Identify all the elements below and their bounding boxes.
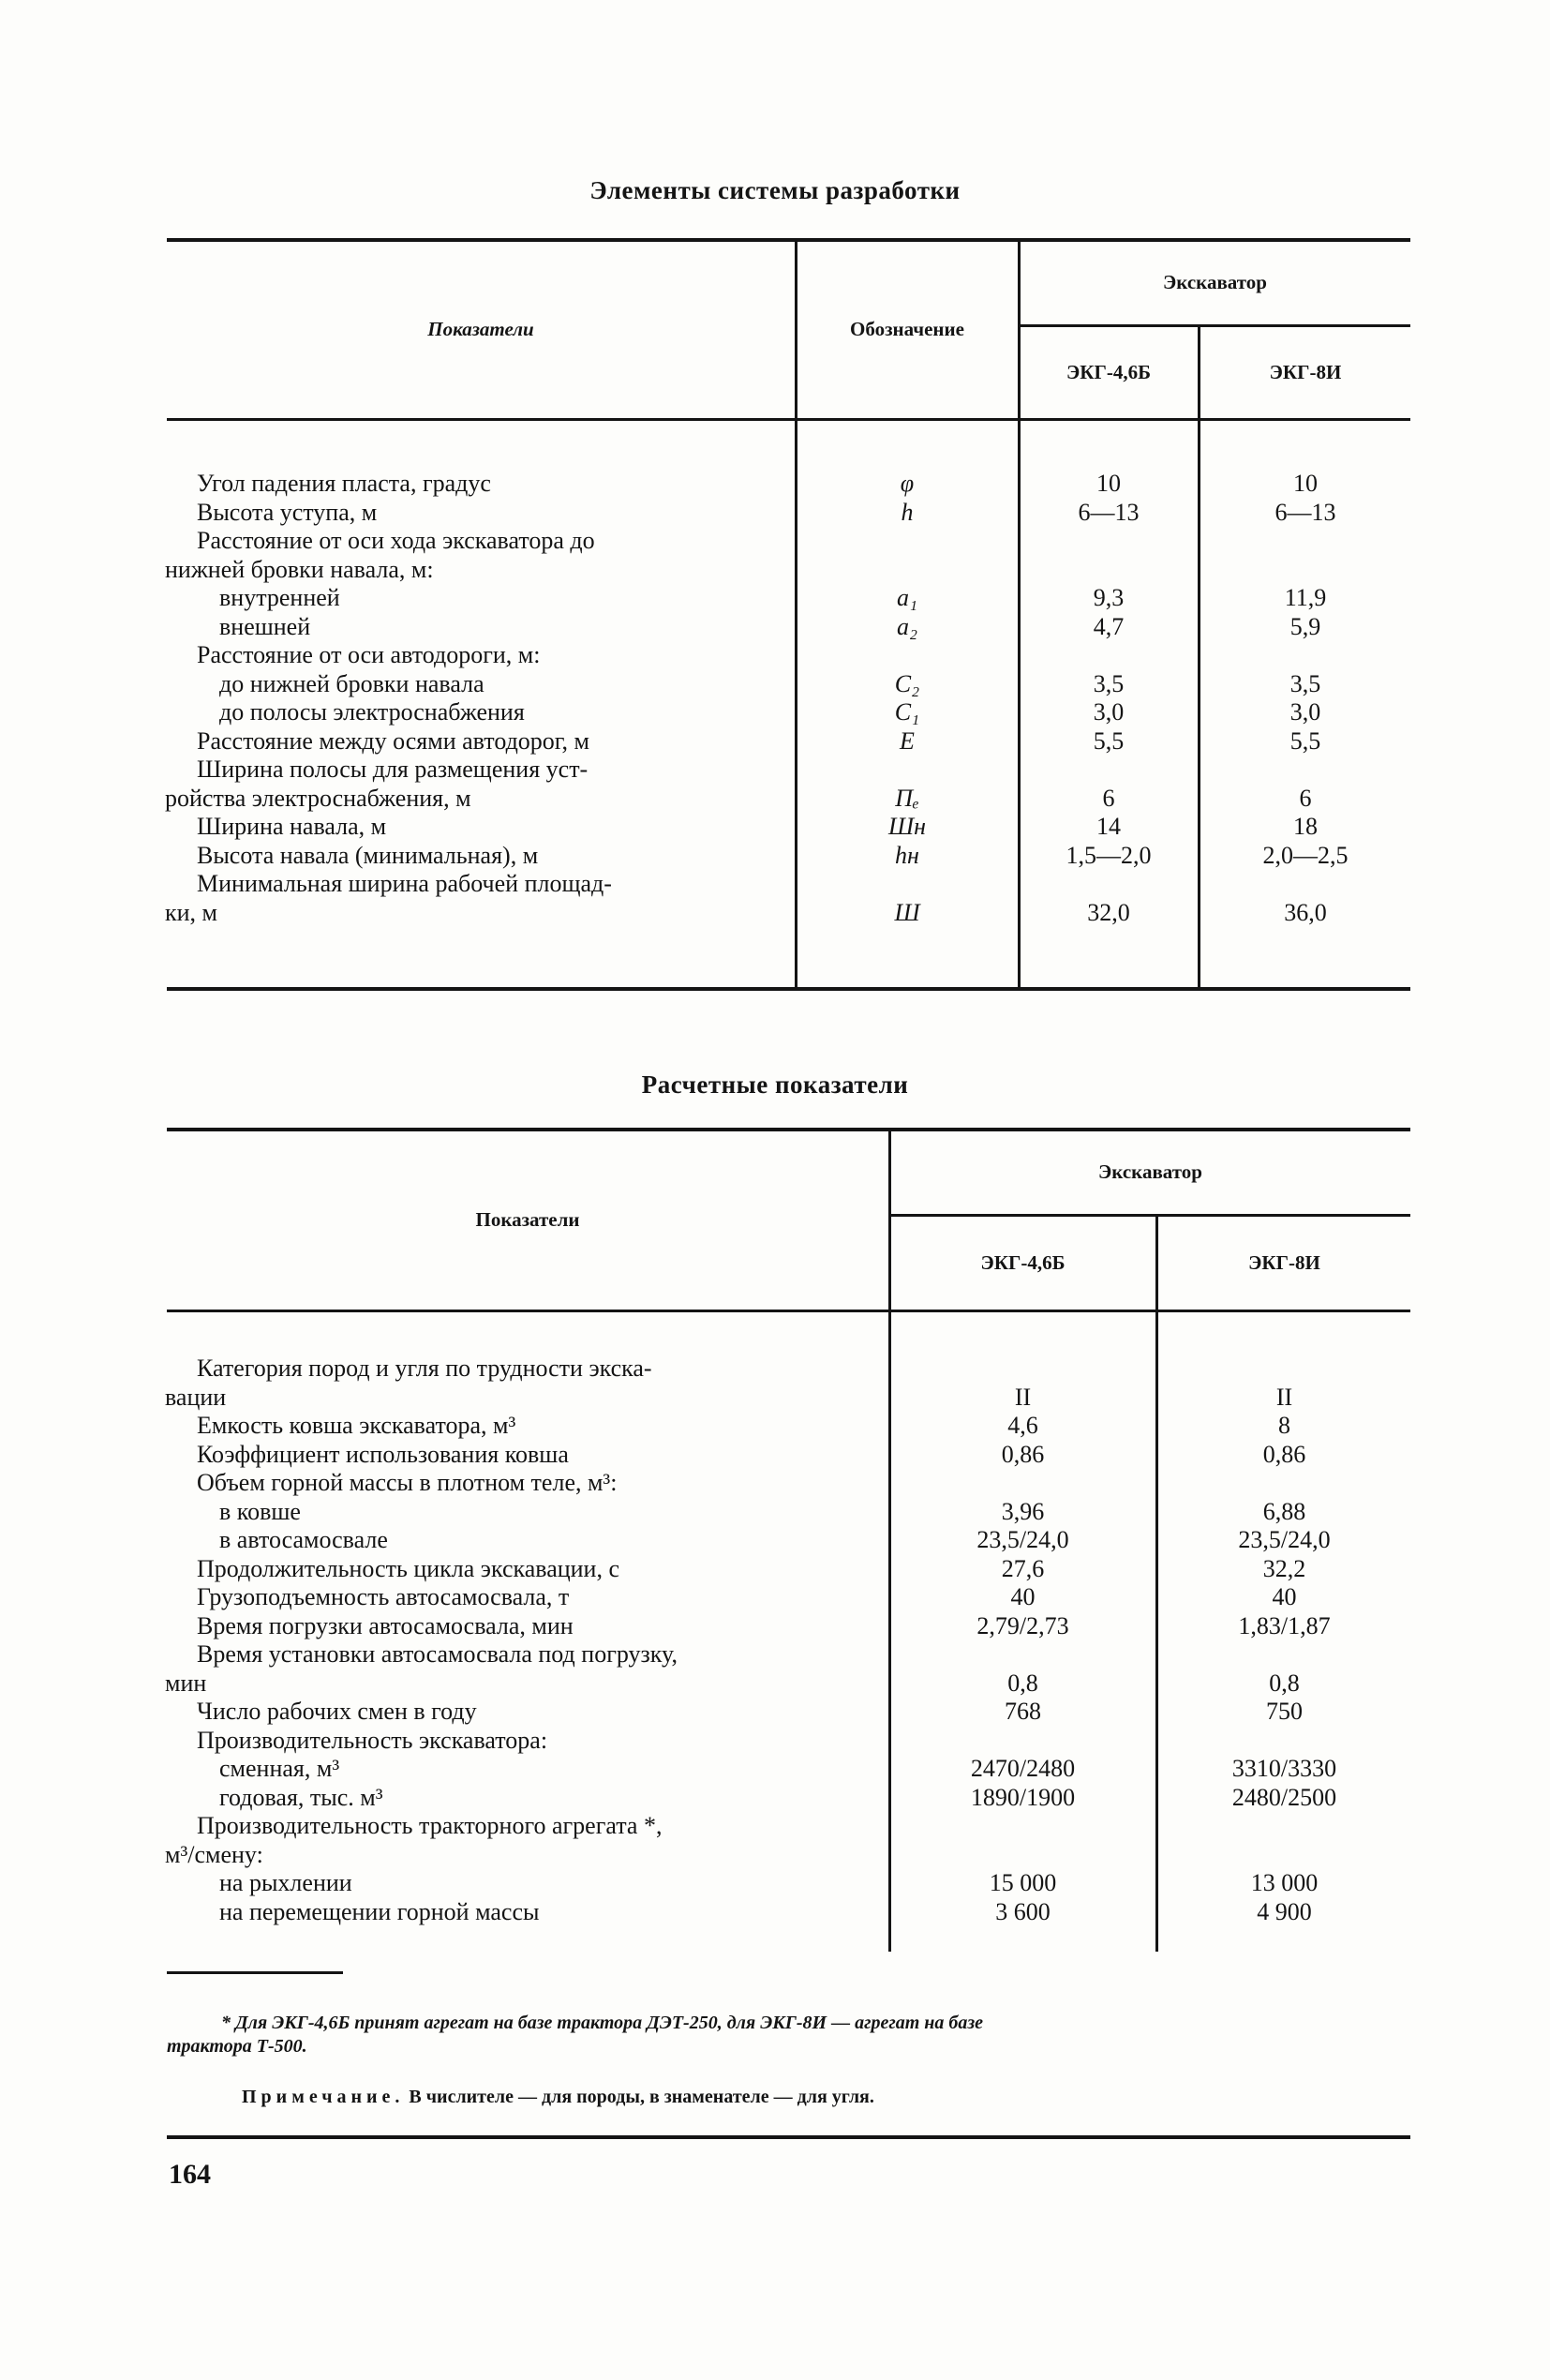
table1-row-label: до полосы электроснабжения xyxy=(219,698,525,726)
table2-row-ekg8-value: 6,88 xyxy=(1262,1497,1306,1525)
table1-row-symbol: a₂ xyxy=(896,612,918,640)
table2-row-label: на перемещении горной массы xyxy=(219,1897,540,1925)
table1-row-ekg8-value: 6—13 xyxy=(1274,498,1336,526)
table2-row-ekg46-value: 0,8 xyxy=(1007,1669,1038,1697)
table1-row-ekg8-value xyxy=(1200,556,1410,585)
table1-row-ekg8-value: 11,9 xyxy=(1284,584,1327,611)
table1-ekg8-column xyxy=(1200,470,1410,927)
table1-row-symbol xyxy=(797,870,1018,899)
table2-header-ekg46: ЭКГ-4,6Б xyxy=(980,1251,1066,1274)
table1-row-label: до нижней бровки навала xyxy=(219,669,484,697)
table2-row-ekg46-value: 4,6 xyxy=(1007,1412,1038,1439)
table1-row-label: Угол падения пласта, градус xyxy=(197,470,491,497)
table2-row-ekg8-value xyxy=(1158,1469,1410,1498)
table2-row-label: Емкость ковша экскаватора, м³ xyxy=(197,1412,516,1439)
table2-row-ekg8-value xyxy=(1158,1812,1410,1841)
table2-header-excavator: Экскаватор xyxy=(1098,1160,1202,1183)
table2-row-label: Продолжительность цикла экскавации, с xyxy=(197,1554,620,1582)
table2-row-label: годовая, тыс. м³ xyxy=(219,1783,383,1811)
table2-row-ekg8-value: 23,5/24,0 xyxy=(1238,1526,1331,1553)
table1-row-symbol: Ш xyxy=(894,898,920,926)
table1-row-label: Расстояние от оси автодороги, м: xyxy=(197,641,541,668)
table1-row-label: Ширина полосы для размещения уст- xyxy=(197,756,589,783)
table2-row-ekg46-value xyxy=(890,1841,1155,1870)
table1-header-indicators: Показатели xyxy=(427,317,534,340)
table1-row-symbol: Пₑ xyxy=(895,784,919,812)
table2-row-ekg46-value: 27,6 xyxy=(1001,1554,1045,1582)
table1-row-label: нижней бровки навала, м: xyxy=(165,555,434,583)
table2-row-ekg46-value xyxy=(890,1469,1155,1498)
table1-row-ekg8-value xyxy=(1200,870,1410,899)
table1-row-ekg46-value xyxy=(1020,527,1198,556)
table1-header-excavator: Экскаватор xyxy=(1163,270,1267,293)
table1-row-symbol: φ xyxy=(900,470,915,497)
table1-row-ekg8-value: 2,0—2,5 xyxy=(1262,841,1349,869)
table1-row-ekg46-value: 9,3 xyxy=(1093,584,1125,611)
table1-row-ekg46-value: 4,7 xyxy=(1093,612,1125,640)
table2-row-ekg46-value xyxy=(890,1727,1155,1756)
table2-row-ekg8-value xyxy=(1158,1640,1410,1669)
table1-row-ekg8-value: 10 xyxy=(1293,470,1318,497)
table2-row-ekg8-value: 40 xyxy=(1272,1583,1297,1610)
table2-header-ekg8: ЭКГ-8И xyxy=(1248,1251,1320,1274)
table1-row-symbol xyxy=(797,527,1018,556)
table2-row-ekg46-value: 15 000 xyxy=(989,1869,1057,1896)
table1-row-label: ройства электроснабжения, м xyxy=(165,784,471,812)
table1-row-ekg46-value: 6—13 xyxy=(1078,498,1140,526)
table2-row-label: вации xyxy=(165,1383,227,1411)
table2-label-column xyxy=(165,1355,877,1926)
table2-title: Расчетные показатели xyxy=(641,1070,909,1099)
table2-row-label: сменная, м³ xyxy=(219,1755,340,1782)
note xyxy=(242,2087,1404,2108)
table2-row-label: Время погрузки автосамосвала, мин xyxy=(197,1611,574,1639)
table2-row-label: в автосамосвале xyxy=(219,1526,388,1553)
table1-ekg46-column xyxy=(1020,470,1198,927)
page-number: 164 xyxy=(169,2159,211,2190)
table1-row-ekg46-value xyxy=(1020,870,1198,899)
table2-row-ekg46-value xyxy=(890,1640,1155,1669)
table2-row-ekg8-value: 32,2 xyxy=(1262,1554,1306,1582)
footnote-line-1: * Для ЭКГ-4,6Б принят агрегат на базе трактора ДЭТ-250, для ЭКГ-8И — агрегат на базе xyxy=(221,2013,984,2033)
table1-row-ekg46-value: 3,5 xyxy=(1093,669,1125,697)
table2-row-label: мин xyxy=(165,1669,207,1697)
table1-row-ekg8-value: 5,5 xyxy=(1289,726,1321,755)
table1-row-symbol: E xyxy=(900,726,915,755)
table2-row-label: Число рабочих смен в году xyxy=(197,1698,477,1725)
table2-row-ekg46-value: 768 xyxy=(1005,1698,1041,1725)
table2-row-ekg8-value xyxy=(1158,1355,1410,1384)
table2-row-ekg8-value: 13 000 xyxy=(1250,1869,1319,1896)
table1-row-ekg8-value: 5,9 xyxy=(1289,612,1321,640)
table1-row-ekg46-value: 1,5—2,0 xyxy=(1066,841,1152,869)
table2-row-ekg8-value: 3310/3330 xyxy=(1231,1755,1337,1782)
table2-row-ekg46-value xyxy=(890,1812,1155,1841)
table1-header-ekg8: ЭКГ-8И xyxy=(1269,361,1342,383)
table1-row-symbol: C₂ xyxy=(894,669,920,697)
table1-row-ekg46-value xyxy=(1020,556,1198,585)
table2-row-ekg8-value: 4 900 xyxy=(1257,1897,1312,1925)
table1-row-label: Минимальная ширина рабочей площад- xyxy=(197,870,612,897)
table1-row-symbol xyxy=(797,556,1018,585)
table1-header-symbol: Обозначение xyxy=(850,317,964,340)
table1-symbol-column xyxy=(797,470,1018,927)
table2-row-label: м³/смену: xyxy=(165,1840,263,1868)
table2-row-label: Грузоподъемность автосамосвала, т xyxy=(197,1583,570,1610)
table1-row-symbol: h xyxy=(901,498,914,526)
table2-row-ekg8-value: 2480/2500 xyxy=(1231,1783,1337,1811)
table1-row-ekg46-value: 32,0 xyxy=(1087,898,1130,926)
table1-row-ekg46-value: 10 xyxy=(1096,470,1121,497)
table1-row-ekg8-value xyxy=(1200,641,1410,670)
table1-row-ekg46-value xyxy=(1020,756,1198,785)
table1-row-label: Ширина навала, м xyxy=(197,813,387,840)
table2-row-ekg46-value: 3 600 xyxy=(995,1897,1051,1925)
table2-row-ekg8-value: 1,83/1,87 xyxy=(1238,1611,1331,1639)
table2-row-ekg46-value: II xyxy=(1014,1383,1032,1411)
table1-row-label: Расстояние от оси хода экскаватора до xyxy=(197,527,595,554)
footnote-line-2: трактора Т-500. xyxy=(167,2036,307,2057)
table1-row-label: Расстояние между осями автодорог, м xyxy=(197,726,589,755)
table2-row-ekg8-value: 0,86 xyxy=(1262,1440,1306,1468)
table1-row-symbol: C₁ xyxy=(894,698,920,726)
table1-bottom-rule xyxy=(167,987,1410,991)
table1-row-label: ки, м xyxy=(165,898,217,926)
table1-row-ekg46-value: 6 xyxy=(1102,784,1115,812)
table2-row-label: Производительность экскаватора: xyxy=(197,1726,548,1754)
table1-row-label: внешней xyxy=(219,612,311,640)
table2-row-label: Коэффициент использования ковша xyxy=(197,1440,569,1468)
table1-row-symbol: a₁ xyxy=(896,584,918,611)
table2-ekg46-column xyxy=(890,1355,1155,1926)
table1-head-rule xyxy=(167,418,1410,421)
table1-row-label: внутренней xyxy=(219,584,340,611)
table1-header-ekg46: ЭКГ-4,6Б xyxy=(1066,361,1151,383)
table2-row-label: Категория пород и угля по трудности экска- xyxy=(197,1355,652,1382)
table2-row-ekg8-value: 750 xyxy=(1266,1698,1303,1725)
table2-row-label: Производительность тракторного агрегата *, xyxy=(197,1812,663,1839)
table1-row-ekg8-value: 3,5 xyxy=(1289,669,1321,697)
table2-row-ekg46-value: 1890/1900 xyxy=(970,1783,1076,1811)
table2-ekg8-column xyxy=(1158,1355,1410,1926)
table2-header-indicators: Показатели xyxy=(475,1207,580,1231)
table2-row-ekg8-value: II xyxy=(1275,1383,1293,1411)
table2-row-ekg46-value: 2,79/2,73 xyxy=(976,1611,1069,1639)
table1-row-ekg8-value: 36,0 xyxy=(1284,898,1327,926)
table1-row-ekg8-value: 3,0 xyxy=(1289,698,1321,726)
table1-row-ekg46-value: 3,0 xyxy=(1093,698,1125,726)
table2-row-ekg46-value: 2470/2480 xyxy=(970,1755,1076,1782)
footnote-rule xyxy=(167,1971,343,1974)
table1-row-label: Высота навала (минимальная), м xyxy=(197,841,539,869)
table1-row-ekg8-value xyxy=(1200,527,1410,556)
note-label: Примечание. xyxy=(242,2087,405,2107)
table1-row-ekg8-value: 6 xyxy=(1299,784,1312,812)
table1-title: Элементы системы разработки xyxy=(589,176,961,204)
table1-row-ekg46-value: 14 xyxy=(1096,813,1121,840)
table1-row-symbol xyxy=(797,756,1018,785)
table2-row-label: Объем горной массы в плотном теле, м³: xyxy=(197,1469,618,1496)
table1-row-ekg46-value xyxy=(1020,641,1198,670)
table2-row-ekg8-value: 0,8 xyxy=(1269,1669,1300,1697)
table1-label-column xyxy=(165,470,783,927)
table1-row-ekg46-value: 5,5 xyxy=(1093,726,1125,755)
table2-row-ekg46-value: 23,5/24,0 xyxy=(976,1526,1069,1553)
table1-row-label: Высота уступа, м xyxy=(197,498,378,526)
table2-row-label: на рыхлении xyxy=(219,1869,352,1896)
table2-row-label: Время установки автосамосвала под погрузку, xyxy=(197,1640,678,1668)
table1-row-symbol: Шн xyxy=(887,813,926,840)
table2-row-ekg46-value xyxy=(890,1355,1155,1384)
table2-row-ekg46-value: 40 xyxy=(1010,1583,1036,1610)
table2-row-ekg8-value xyxy=(1158,1727,1410,1756)
note-text: В числителе — для породы, в знаменателе — для угля. xyxy=(409,2087,874,2107)
table2-row-ekg46-value: 0,86 xyxy=(1001,1440,1045,1468)
table2-row-ekg8-value: 8 xyxy=(1278,1412,1290,1439)
table1-row-symbol xyxy=(797,641,1018,670)
table2-row-ekg8-value xyxy=(1158,1841,1410,1870)
table1-row-symbol: hн xyxy=(895,841,919,869)
table2-row-ekg46-value: 3,96 xyxy=(1001,1497,1045,1525)
table1-row-ekg8-value: 18 xyxy=(1293,813,1318,840)
table2-row-label: в ковше xyxy=(219,1497,301,1525)
table2-head-rule xyxy=(167,1310,1410,1312)
table1-row-ekg8-value xyxy=(1200,756,1410,785)
page-bottom-rule xyxy=(167,2135,1410,2139)
